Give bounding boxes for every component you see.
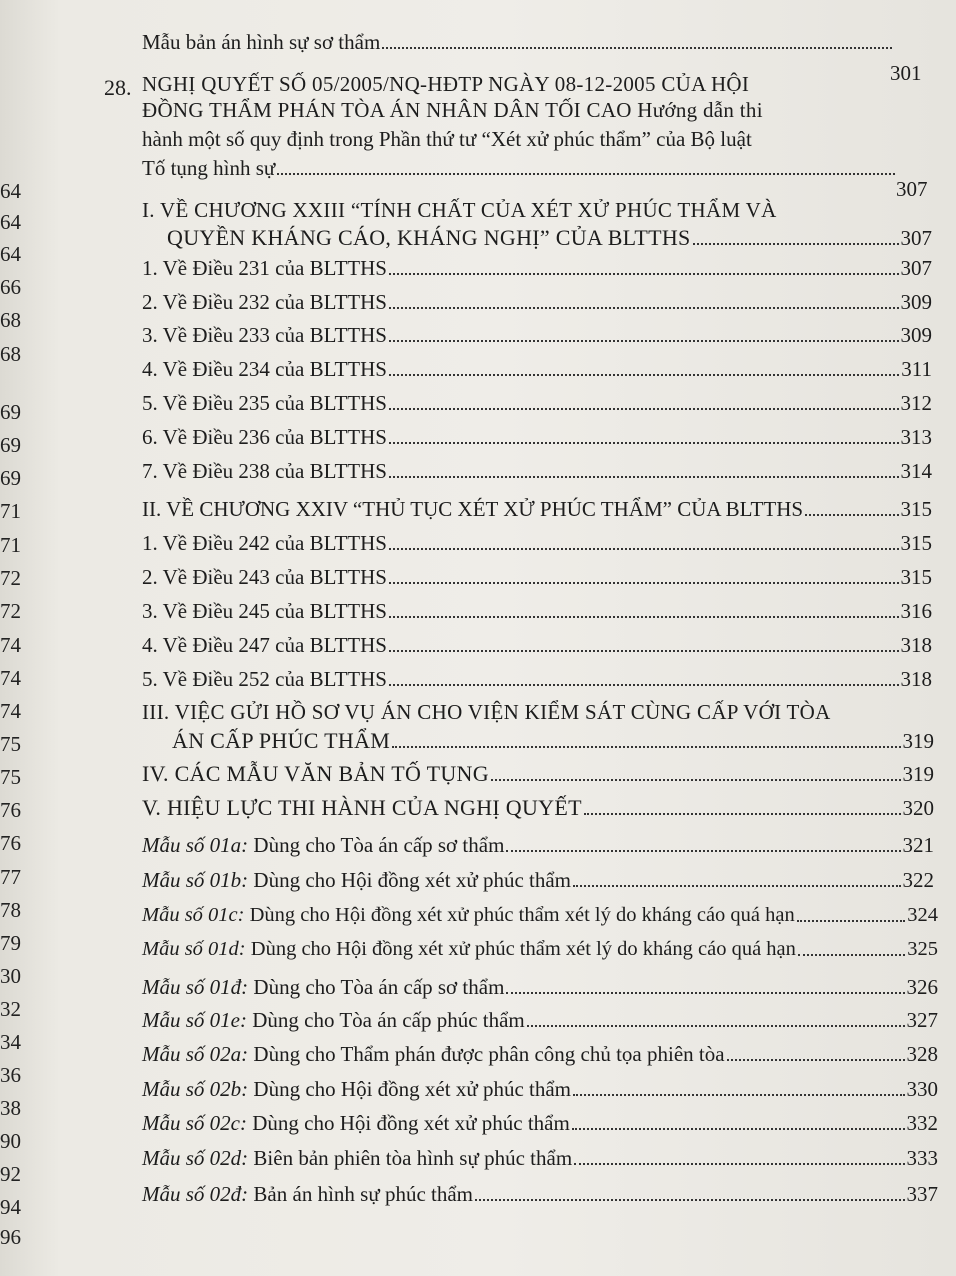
dot-leader bbox=[389, 374, 899, 376]
toc-entry[interactable] bbox=[142, 868, 934, 892]
dot-leader bbox=[389, 442, 899, 444]
gutter-number: 69 bbox=[0, 466, 21, 490]
toc-entry[interactable] bbox=[142, 497, 932, 521]
toc-page-number: 315 bbox=[900, 531, 932, 555]
gutter-number: 76 bbox=[0, 831, 21, 855]
item-title-line: NGHỊ QUYẾT SỐ 05/2005/NQ-HĐTP NGÀY 08-12-2005 CỦA HỘI bbox=[142, 72, 750, 96]
toc-entry[interactable] bbox=[142, 762, 934, 786]
toc-page-number: 301 bbox=[890, 61, 922, 85]
gutter-number: 66 bbox=[0, 275, 21, 299]
toc-page-number: 309 bbox=[900, 323, 932, 347]
toc-page-number: 312 bbox=[900, 391, 932, 415]
gutter-number: 69 bbox=[0, 433, 21, 457]
dot-leader bbox=[382, 47, 892, 49]
toc-entry-label: 4. Về Điều 234 của BLTTHS bbox=[142, 357, 387, 381]
toc-page-number: 316 bbox=[900, 599, 932, 623]
form-description: Dùng cho Thẩm phán được phân công chủ tọa phiên tòa bbox=[248, 1042, 725, 1066]
toc-entry-label: 4. Về Điều 247 của BLTTHS bbox=[142, 633, 387, 657]
dot-leader bbox=[389, 548, 899, 550]
form-description: Dùng cho Hội đồng xét xử phúc thẩm xét lý do kháng cáo quá hạn bbox=[244, 904, 795, 926]
toc-entry-label: 5. Về Điều 252 của BLTTHS bbox=[142, 667, 387, 691]
gutter-number: 64 bbox=[0, 179, 21, 203]
gutter-number: 30 bbox=[0, 964, 21, 988]
form-description: Dùng cho Hội đồng xét xử phúc thẩm bbox=[248, 1077, 572, 1101]
toc-entry-label: 1. Về Điều 231 của BLTTHS bbox=[142, 256, 387, 280]
toc-entry-label: V. HIỆU LỰC THI HÀNH CỦA NGHỊ QUYẾT bbox=[142, 795, 582, 820]
toc-entry[interactable] bbox=[142, 633, 932, 657]
gutter-number: 34 bbox=[0, 1030, 21, 1054]
gutter-number: 74 bbox=[0, 633, 21, 657]
gutter-number: 71 bbox=[0, 499, 21, 523]
form-code: Mẫu số 02b: bbox=[142, 1077, 249, 1101]
toc-entry[interactable] bbox=[142, 1146, 938, 1170]
form-description: Dùng cho Tòa án cấp sơ thẩm bbox=[248, 975, 505, 999]
gutter-number: 92 bbox=[0, 1162, 21, 1186]
dot-leader bbox=[573, 1094, 904, 1096]
gutter-number: 36 bbox=[0, 1063, 21, 1087]
dot-leader bbox=[693, 243, 899, 245]
gutter-number: 77 bbox=[0, 865, 21, 889]
gutter-number: 94 bbox=[0, 1195, 21, 1219]
dot-leader bbox=[797, 920, 906, 922]
toc-page-number: 326 bbox=[906, 975, 938, 999]
dot-leader bbox=[572, 1128, 905, 1130]
dot-leader bbox=[389, 476, 899, 478]
form-description: Dùng cho Hội đồng xét xử phúc thẩm bbox=[248, 868, 572, 892]
toc-entry-label: 5. Về Điều 235 của BLTTHS bbox=[142, 391, 387, 415]
toc-page-number: 307 bbox=[900, 256, 932, 280]
dot-leader bbox=[389, 616, 899, 618]
toc-entry-label: 1. Về Điều 242 của BLTTHS bbox=[142, 531, 387, 555]
toc-entry-label: 3. Về Điều 233 của BLTTHS bbox=[142, 323, 387, 347]
toc-entry[interactable] bbox=[142, 833, 934, 857]
dot-leader bbox=[389, 307, 899, 309]
toc-entry[interactable] bbox=[142, 357, 932, 381]
toc-page-number: 319 bbox=[902, 762, 934, 786]
form-code: Mẫu số 02a: bbox=[142, 1042, 249, 1066]
toc-page-number: 324 bbox=[907, 904, 938, 926]
form-code: Mẫu số 02c: bbox=[142, 1111, 247, 1135]
toc-entry-label: QUYỀN KHÁNG CÁO, KHÁNG NGHỊ” CỦA BLTTHS bbox=[167, 225, 691, 250]
dot-leader bbox=[389, 582, 899, 584]
toc-entry[interactable] bbox=[142, 459, 932, 483]
item-title-line: ĐỒNG THẨM PHÁN TÒA ÁN NHÂN DÂN TỐI CAO Hướng dẫn thi bbox=[142, 98, 763, 122]
toc-entry[interactable] bbox=[142, 975, 938, 999]
form-description: Biên bản phiên tòa hình sự phúc thẩm bbox=[248, 1146, 573, 1170]
toc-entry[interactable] bbox=[142, 30, 894, 54]
toc-entry[interactable] bbox=[142, 156, 897, 180]
gutter-number: 72 bbox=[0, 566, 21, 590]
toc-page-number: 319 bbox=[902, 729, 934, 753]
facing-page-numbers bbox=[0, 0, 26, 1276]
toc-entry-label: 2. Về Điều 243 của BLTTHS bbox=[142, 565, 387, 589]
toc-page-number: 332 bbox=[906, 1111, 938, 1135]
toc-page-number: 318 bbox=[900, 667, 932, 691]
gutter-number: 96 bbox=[0, 1225, 21, 1249]
toc-page-number: 322 bbox=[902, 868, 934, 892]
dot-leader bbox=[389, 684, 899, 686]
form-description: Dùng cho Hội đồng xét xử phúc thẩm xét lý do kháng cáo quá hạn bbox=[245, 938, 796, 960]
dot-leader bbox=[392, 746, 900, 748]
toc-page-number: 325 bbox=[907, 938, 938, 960]
toc-page-number: 315 bbox=[900, 497, 932, 521]
toc-entry[interactable] bbox=[142, 531, 932, 555]
gutter-number: 64 bbox=[0, 242, 21, 266]
toc-page-number: 314 bbox=[900, 459, 932, 483]
toc-entry[interactable] bbox=[167, 226, 932, 250]
toc-page-number: 311 bbox=[901, 357, 932, 381]
toc-page-number: 313 bbox=[900, 425, 932, 449]
toc-page-number: 307 bbox=[896, 177, 928, 201]
gutter-number: 75 bbox=[0, 732, 21, 756]
gutter-number: 32 bbox=[0, 997, 21, 1021]
toc-entry[interactable] bbox=[142, 323, 932, 347]
gutter-number: 90 bbox=[0, 1129, 21, 1153]
form-description: Dùng cho Tòa án cấp phúc thẩm bbox=[246, 1008, 525, 1032]
gutter-number: 69 bbox=[0, 400, 21, 424]
toc-entry[interactable] bbox=[142, 1111, 938, 1135]
gutter-number: 68 bbox=[0, 308, 21, 332]
dot-leader bbox=[389, 273, 899, 275]
gutter-number: 78 bbox=[0, 898, 21, 922]
toc-entry-label: Tố tụng hình sự bbox=[142, 156, 276, 180]
toc-entry-label: IV. CÁC MẪU VĂN BẢN TỐ TỤNG bbox=[142, 761, 489, 786]
toc-entry[interactable] bbox=[142, 1077, 938, 1101]
toc-entry[interactable] bbox=[142, 796, 934, 820]
dot-leader bbox=[506, 850, 900, 852]
dot-leader bbox=[389, 408, 899, 410]
toc-entry[interactable] bbox=[142, 1182, 938, 1206]
toc-entry[interactable] bbox=[142, 667, 932, 691]
dot-leader bbox=[527, 1025, 905, 1027]
toc-entry-label: ÁN CẤP PHÚC THẨM bbox=[172, 728, 391, 753]
toc-entry-label: II. VỀ CHƯƠNG XXIV “THỦ TỤC XÉT XỬ PHÚC THẨM” CỦA BLTTHS bbox=[142, 497, 804, 521]
dot-leader bbox=[389, 340, 899, 342]
gutter-number: 75 bbox=[0, 765, 21, 789]
dot-leader bbox=[389, 650, 899, 652]
toc-page-number: 318 bbox=[900, 633, 932, 657]
dot-leader bbox=[805, 514, 898, 516]
dot-leader bbox=[798, 954, 905, 956]
dot-leader bbox=[277, 173, 895, 175]
toc-page-number: 327 bbox=[906, 1008, 938, 1032]
toc-entry[interactable] bbox=[172, 729, 934, 753]
form-code: Mẫu số 02d: bbox=[142, 1146, 249, 1170]
toc-page-number: 337 bbox=[906, 1182, 938, 1206]
toc-page-number: 321 bbox=[902, 833, 934, 857]
toc-entry[interactable] bbox=[142, 565, 932, 589]
gutter-number: 76 bbox=[0, 798, 21, 822]
dot-leader bbox=[727, 1059, 905, 1061]
toc-entry[interactable] bbox=[142, 425, 932, 449]
toc-entry[interactable] bbox=[142, 903, 938, 927]
dot-leader bbox=[574, 1163, 904, 1165]
form-description: Dùng cho Tòa án cấp sơ thẩm bbox=[248, 833, 505, 857]
dot-leader bbox=[584, 813, 901, 815]
toc-entry[interactable] bbox=[142, 1042, 938, 1066]
toc-entry-label: 6. Về Điều 236 của BLTTHS bbox=[142, 425, 387, 449]
form-code: Mẫu số 01c: bbox=[142, 904, 245, 926]
toc-entry[interactable] bbox=[142, 391, 932, 415]
toc-page-number: 309 bbox=[900, 290, 932, 314]
toc-entry[interactable] bbox=[142, 290, 932, 314]
toc-entry[interactable] bbox=[142, 599, 932, 623]
form-code: Mẫu số 01e: bbox=[142, 1008, 247, 1032]
toc-entry-label: 2. Về Điều 232 của BLTTHS bbox=[142, 290, 387, 314]
toc-page-number: 328 bbox=[906, 1042, 938, 1066]
gutter-number: 38 bbox=[0, 1096, 21, 1120]
gutter-number: 74 bbox=[0, 699, 21, 723]
toc-entry-label: 7. Về Điều 238 của BLTTHS bbox=[142, 459, 387, 483]
toc-page-number: 330 bbox=[906, 1077, 938, 1101]
gutter-number: 64 bbox=[0, 210, 21, 234]
form-code: Mẫu số 01a: bbox=[142, 833, 249, 857]
form-code: Mẫu số 01d: bbox=[142, 938, 246, 960]
toc-page-number: 320 bbox=[902, 796, 934, 820]
section-title-line: III. VIỆC GỬI HỒ SƠ VỤ ÁN CHO VIỆN KIỂM SÁT CÙNG CẤP VỚI TÒA bbox=[142, 700, 831, 724]
gutter-number: 71 bbox=[0, 533, 21, 557]
toc-page-number: 315 bbox=[900, 565, 932, 589]
dot-leader bbox=[506, 992, 904, 994]
form-code: Mẫu số 01b: bbox=[142, 868, 249, 892]
toc-entry[interactable] bbox=[142, 937, 938, 961]
item-number: 28. bbox=[104, 75, 132, 100]
toc-entry[interactable] bbox=[142, 1008, 938, 1032]
dot-leader bbox=[573, 885, 900, 887]
form-code: Mẫu số 02đ: bbox=[142, 1182, 249, 1206]
item-title-line: hành một số quy định trong Phần thứ tư “Xét xử phúc thẩm” của Bộ luật bbox=[142, 127, 752, 151]
gutter-number: 72 bbox=[0, 599, 21, 623]
toc-page-number: 307 bbox=[900, 226, 932, 250]
section-title-line: I. VỀ CHƯƠNG XXIII “TÍNH CHẤT CỦA XÉT XỬ PHÚC THẨM VÀ bbox=[142, 198, 777, 222]
toc-entry-label: Mẫu bản án hình sự sơ thẩm bbox=[142, 30, 381, 54]
gutter-number: 74 bbox=[0, 666, 21, 690]
dot-leader bbox=[475, 1199, 904, 1201]
toc-entry[interactable] bbox=[142, 256, 932, 280]
form-description: Bản án hình sự phúc thẩm bbox=[248, 1182, 474, 1206]
toc-page-number: 333 bbox=[906, 1146, 938, 1170]
form-description: Dùng cho Hội đồng xét xử phúc thẩm bbox=[246, 1111, 570, 1135]
form-code: Mẫu số 01đ: bbox=[142, 975, 249, 999]
gutter-number: 79 bbox=[0, 931, 21, 955]
toc-entry-label: 3. Về Điều 245 của BLTTHS bbox=[142, 599, 387, 623]
gutter-number: 68 bbox=[0, 342, 21, 366]
dot-leader bbox=[491, 779, 901, 781]
